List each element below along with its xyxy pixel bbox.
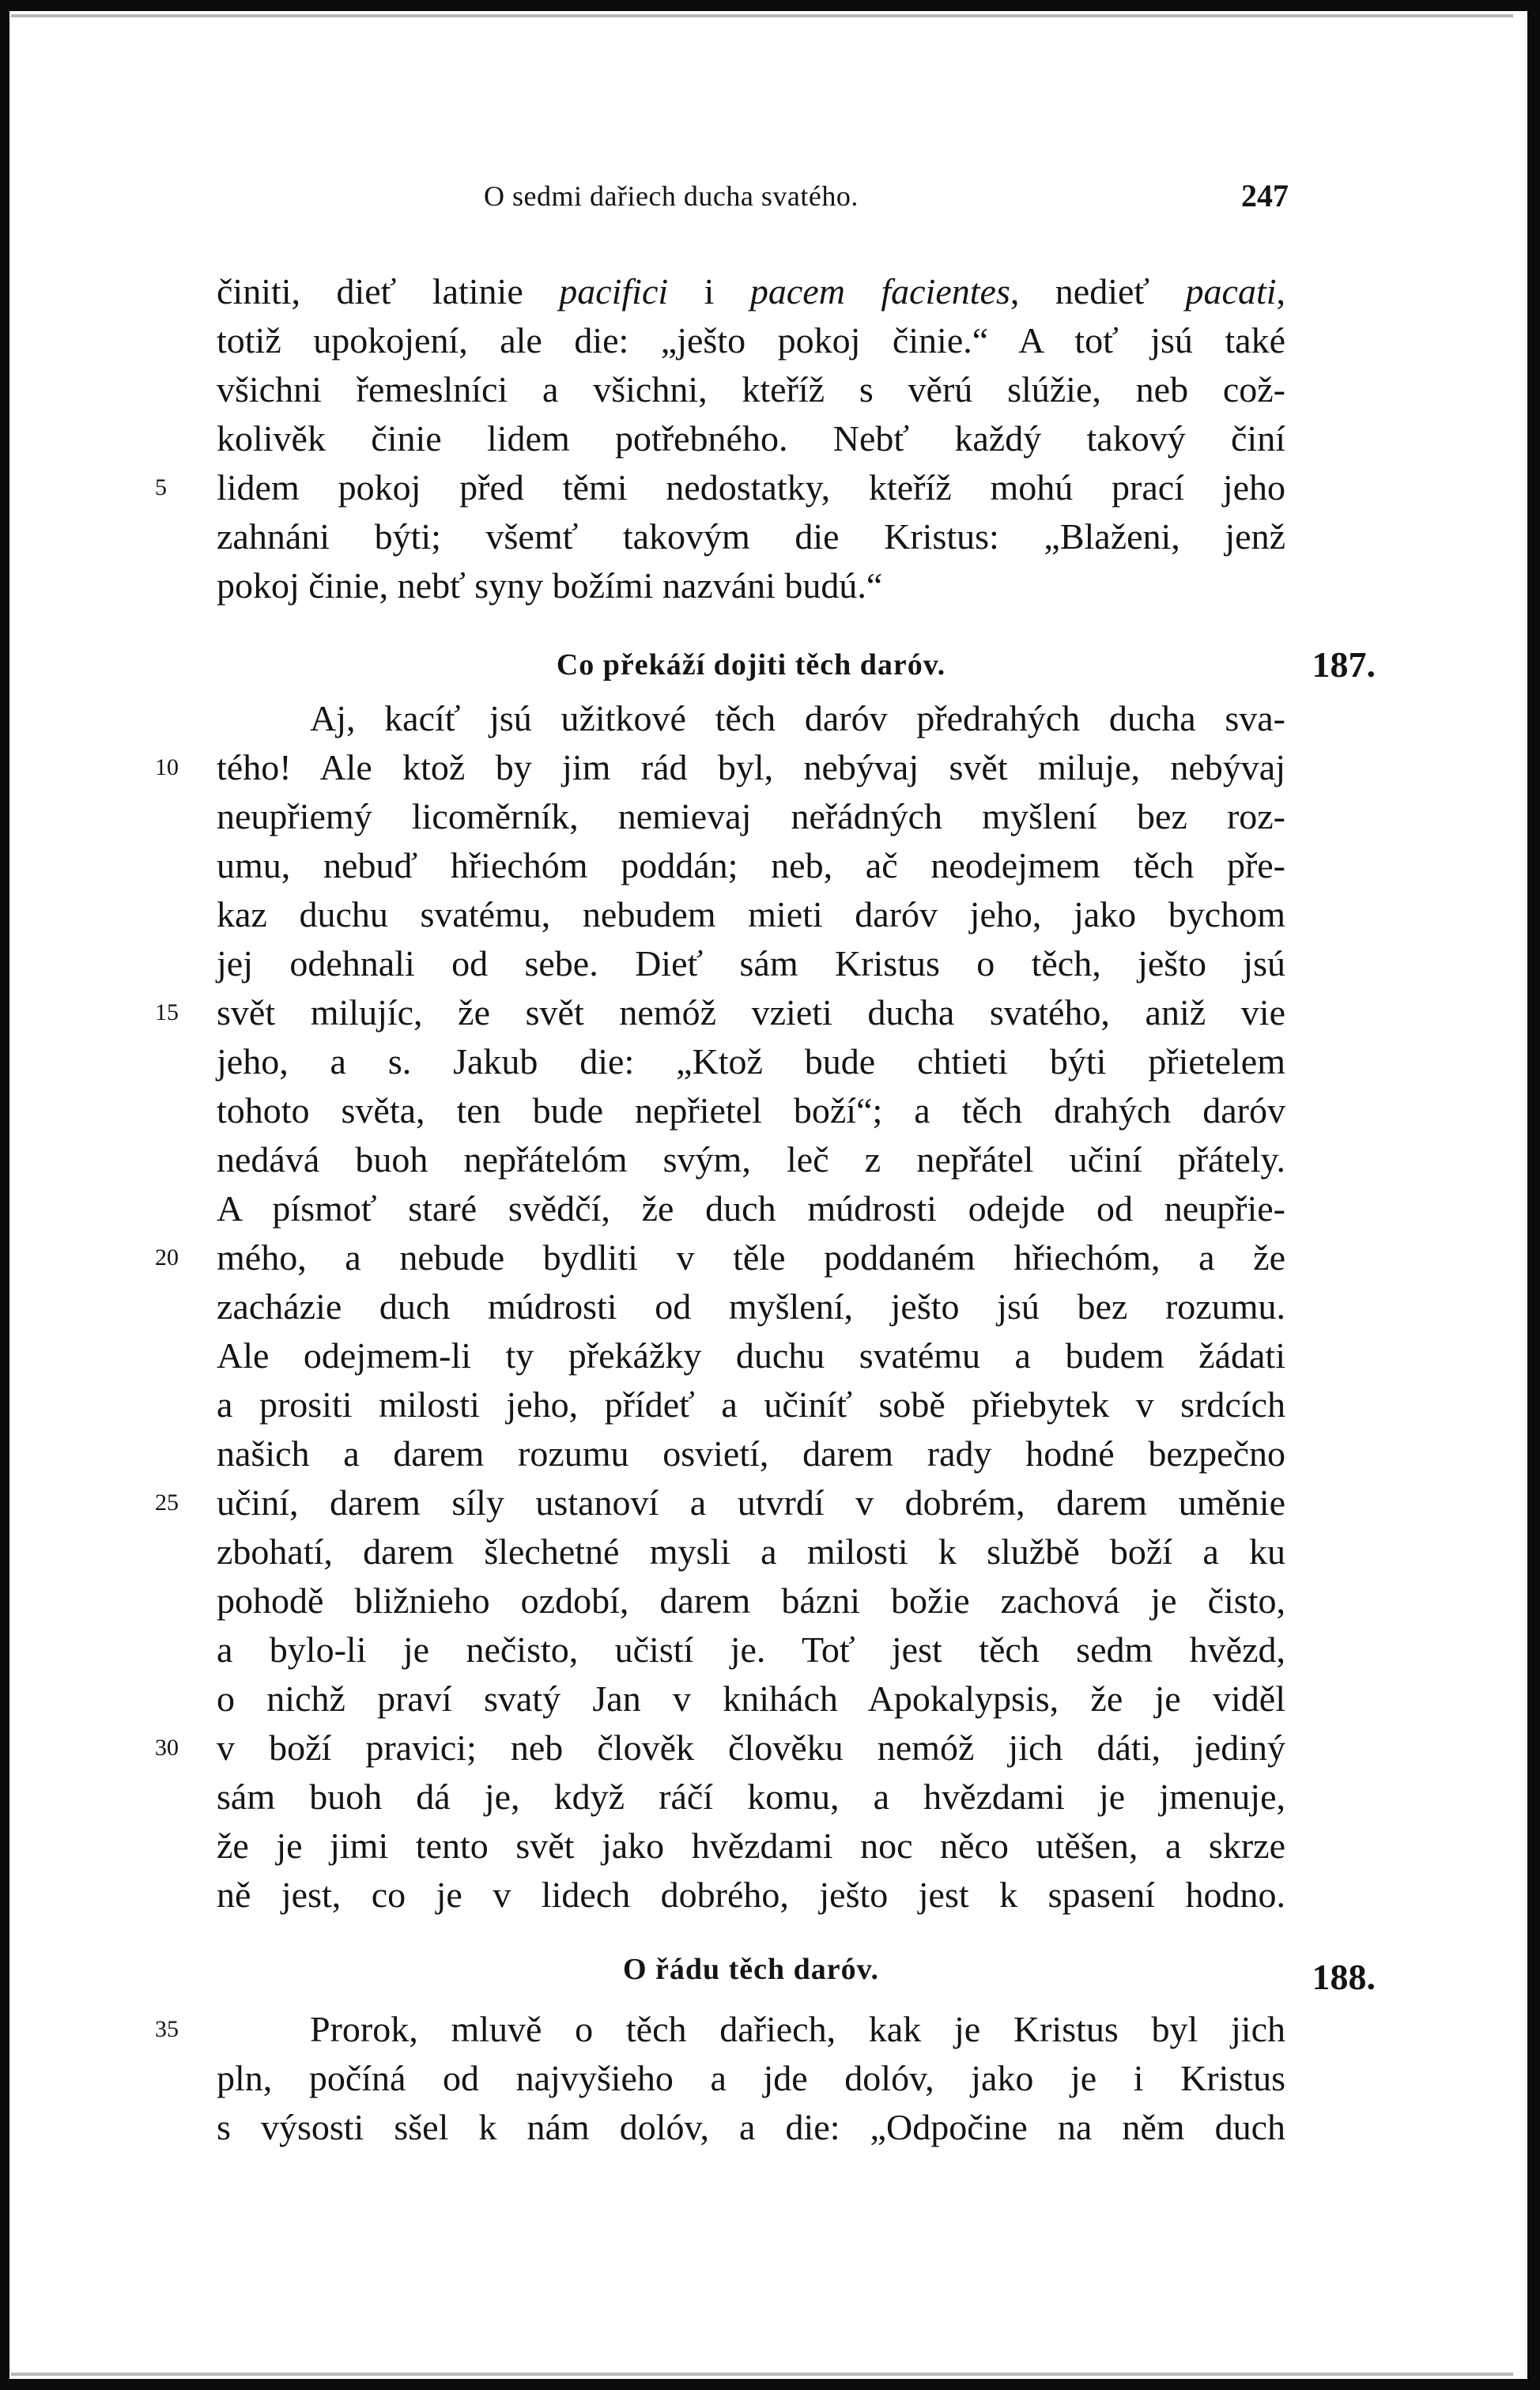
text-line: a bylo-li je nečisto, učistí je. Toť jest těch sedm hvězd, (217, 1629, 1285, 1670)
text-line: mého, a nebude bydliti v těle poddaném hřiechóm, a že (217, 1237, 1285, 1278)
text-line: kolivěk činie lidem potřebného. Nebť každý takový činí (217, 418, 1285, 459)
text-line: nedává buoh nepřátelóm svým, leč z nepřátel učiní přátely. (217, 1139, 1285, 1180)
section-number: 188. (1312, 1957, 1376, 1997)
text-line: A písmoť staré svědčí, že duch múdrosti odejde od neupřie- (217, 1188, 1285, 1229)
text-line: tohoto světa, ten bude nepřietel boží“; a těch drahých daróv (217, 1090, 1285, 1131)
line-number: 15 (155, 999, 179, 1025)
text-line: učiní, darem síly ustanoví a utvrdí v dobrém, darem uměnie (217, 1482, 1285, 1523)
scan-border-bottom (0, 2379, 1540, 2390)
text-line: totiž upokojení, ale die: „ješto pokoj činie.“ A toť jsú také (217, 320, 1285, 361)
text-line: činiti, dieť latinie pacifici i pacem facientes, nedieť pacati, (217, 271, 1286, 311)
scan-border-top-highlight (11, 14, 1513, 17)
line-number: 30 (155, 1735, 179, 1761)
text-line: pokoj činie, nebť syny božími nazváni budú.“ (217, 565, 883, 606)
page-header (0, 172, 1540, 220)
latin-term: pacem facientes (749, 271, 1010, 311)
text-line: neupřiemý licoměrník, nemievaj neřádných myšlení bez roz- (217, 796, 1285, 836)
section-heading: Co překáží dojiti těch daróv. (556, 648, 946, 682)
section-number: 187. (1312, 644, 1376, 685)
text-line: ně jest, co je v lidech dobrého, ješto jest k spasení hodno. (217, 1875, 1285, 1915)
latin-term: pacati (1185, 271, 1277, 311)
text-line: o nichž praví svatý Jan v knihách Apokalypsis, že je viděl (217, 1678, 1285, 1719)
latin-term: pacifici (559, 271, 669, 311)
text-line: v boží pravici; neb člověk člověku nemóž jich dáti, jediný (217, 1727, 1285, 1768)
text-line: našich a darem rozumu osvietí, darem rady hodné bezpečno (217, 1433, 1285, 1474)
text-line: kaz duchu svatému, nebudem mieti daróv jeho, jako bychom (217, 894, 1285, 934)
text-line: a prositi milosti jeho, přídeť a učiníť sobě přiebytek v srdcích (217, 1384, 1285, 1425)
text-line: Aj, kacíť jsú užitkové těch daróv předrahých ducha sva- (310, 698, 1285, 738)
text-line: pln, počíná od najvyšieho a jde dolóv, jako je i Kristus (217, 2058, 1285, 2098)
text-line: že je jimi tento svět jako hvězdami noc něco utěšen, a skrze (217, 1826, 1285, 1866)
text-line: všichni řemeslníci a všichni, kteříž s věrú slúžie, neb což- (217, 369, 1285, 410)
scan-border-top (0, 0, 1540, 11)
text-line: tého! Ale ktož by jim rád byl, nebývaj svět miluje, nebývaj (217, 747, 1285, 787)
text-line: pohodě bližnieho ozdobí, darem bázni božie zachová je čisto, (217, 1580, 1285, 1621)
text-line: lidem pokoj před těmi nedostatky, kteříž mohú prací jeho (217, 467, 1285, 508)
scan-border-left (0, 0, 9, 2390)
text-line: jej odehnali od sebe. Dieť sám Kristus o těch, ješto jsú (217, 943, 1285, 984)
text-line: zbohatí, darem šlechetné mysli a milosti k službě boží a ku (217, 1531, 1285, 1572)
scan-border-right (1527, 0, 1540, 2390)
running-title: O sedmi dařiech ducha svatého. (484, 180, 859, 212)
text-line: Prorok, mluvě o těch dařiech, kak je Kristus byl jich (310, 2009, 1285, 2049)
text-line: zacházie duch múdrosti od myšlení, ješto jsú bez rozumu. (217, 1286, 1285, 1327)
text-line: s výsosti sšel k nám dolóv, a die: „Odpočine na něm duch (217, 2107, 1285, 2147)
line-number: 5 (155, 474, 167, 500)
text-line: sám buoh dá je, když ráčí komu, a hvězdami je jmenuje, (217, 1776, 1285, 1817)
text-line: zahnáni býti; všemť takovým die Kristus: „Blaženi, jenž (217, 516, 1285, 557)
line-number: 35 (155, 2016, 179, 2042)
text-line: umu, nebuď hřiechóm poddán; neb, ač neodejmem těch pře- (217, 845, 1285, 885)
text-line: Ale odejmem-li ty překážky duchu svatému a budem žádati (217, 1335, 1285, 1376)
line-number: 10 (155, 754, 179, 780)
text-line: svět milujíc, že svět nemóž vzieti ducha svatého, aniž vie (217, 992, 1285, 1033)
text-line: jeho, a s. Jakub die: „Ktož bude chtieti býti přietelem (217, 1041, 1285, 1082)
line-number: 25 (155, 1490, 179, 1516)
line-number: 20 (155, 1244, 179, 1271)
section-heading: O řádu těch daróv. (622, 1953, 880, 1986)
page-number: 247 (1241, 178, 1289, 213)
scan-border-bottom-highlight (11, 2373, 1513, 2376)
